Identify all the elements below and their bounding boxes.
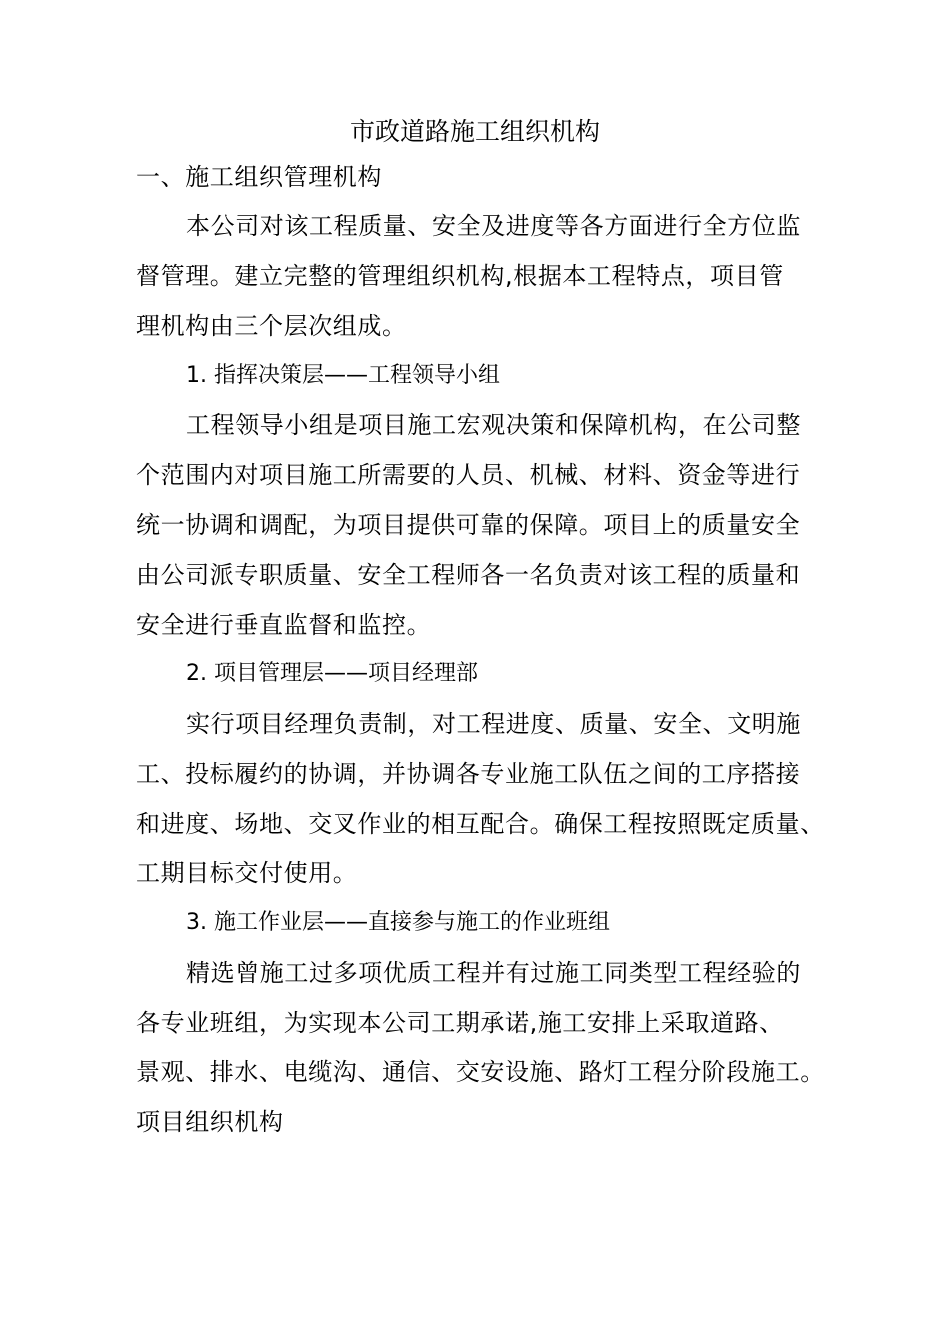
level-2-line-1: 实行项目经理负责制，对工程进度、质量、安全、文明施: [186, 710, 801, 738]
intro-line-1: 本公司对该工程质量、安全及进度等各方面进行全方位监: [186, 212, 801, 240]
level-1-line-3: 统一协调和调配，为项目提供可靠的保障。项目上的质量安全: [136, 511, 801, 539]
level-1-line-2: 个范围内对项目施工所需要的人员、机械、材料、资金等进行: [136, 461, 801, 489]
level-2-line-3: 和进度、场地、交叉作业的相互配合。确保工程按照既定质量、: [136, 810, 825, 838]
intro-line-3: 理机构由三个层次组成。: [136, 312, 407, 340]
level-2-line-4: 工期目标交付使用。: [136, 859, 358, 887]
level-2-heading: 2. 项目管理层——项目经理部: [186, 661, 478, 686]
intro-line-2: 督管理。建立完整的管理组织机构,根据本工程特点，项目管: [136, 262, 784, 290]
section-heading: 一、施工组织管理机构: [136, 163, 382, 191]
document-title: 市政道路施工组织机构: [349, 117, 600, 146]
level-1-line-1: 工程领导小组是项目施工宏观决策和保障机构，在公司整: [186, 411, 801, 439]
level-3-line-2: 各专业班组，为实现本公司工期承诺,施工安排上采取道路、: [136, 1009, 784, 1037]
level-3-line-3: 景观、排水、电缆沟、通信、交安设施、路灯工程分阶段施工。: [136, 1058, 825, 1086]
level-1-line-5: 安全进行垂直监督和监控。: [136, 611, 432, 639]
level-1-line-4: 由公司派专职质量、安全工程师各一名负责对该工程的质量和: [136, 561, 801, 589]
level-2-line-2: 工、投标履约的协调，并协调各专业施工队伍之间的工序搭接: [136, 760, 801, 788]
level-3-heading: 3. 施工作业层——直接参与施工的作业班组: [186, 910, 610, 935]
level-3-line-1: 精选曾施工过多项优质工程并有过施工同类型工程经验的: [186, 959, 801, 987]
closing-line: 项目组织机构: [136, 1108, 284, 1136]
level-1-heading: 1. 指挥决策层——工程领导小组: [186, 363, 500, 388]
